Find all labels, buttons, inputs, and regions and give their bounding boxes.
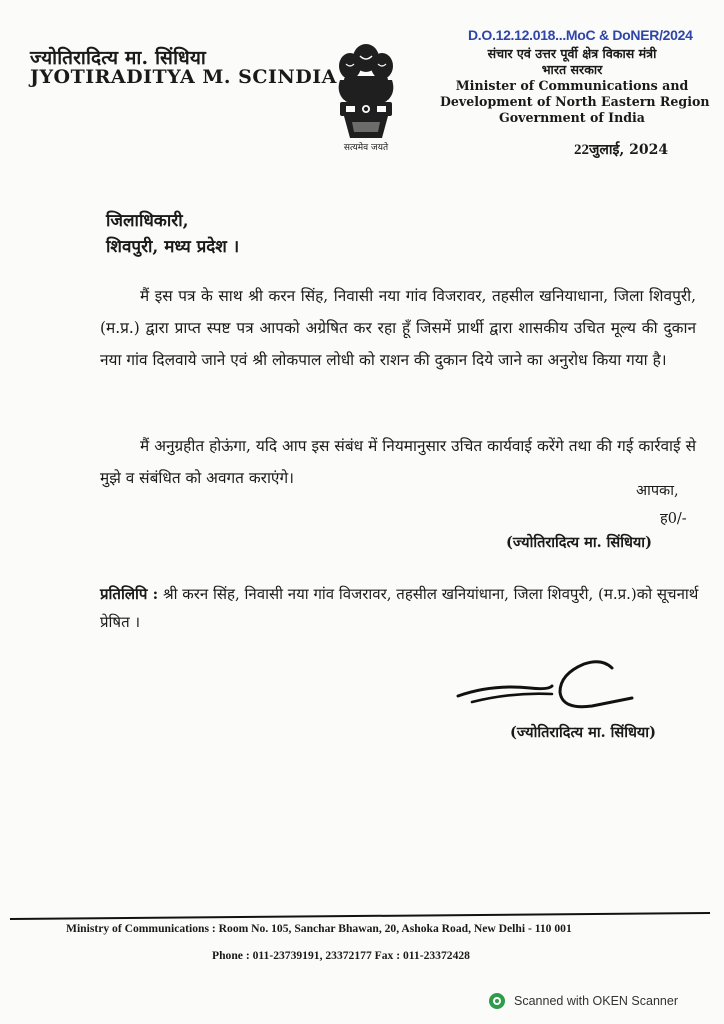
scanner-text: Scanned with OKEN Scanner (514, 994, 678, 1008)
addressee-line2: शिवपुरी, मध्य प्रदेश । (106, 237, 240, 257)
body-paragraph-1 (100, 280, 696, 376)
national-emblem-icon (326, 36, 406, 152)
ministry-english-line3: Government of India (499, 110, 645, 125)
copy-to (100, 580, 700, 636)
signature-icon (452, 656, 652, 716)
signed-mark: ह0/- (660, 511, 687, 527)
ministry-english-line1: Minister of Communications and (455, 78, 689, 93)
name-hindi: ज्योतिरादित्य मा. सिंधिया (30, 47, 207, 69)
reference-number: D.O.12.12.018...MoC & DoNER/2024 (468, 27, 693, 43)
date-month-year: जुलाई, 2024 (589, 142, 669, 158)
footer-phone: Phone : 011-23739191, 23372177 Fax : 011-23372428 (212, 949, 470, 962)
letter-date (574, 140, 668, 159)
footer-divider (10, 910, 710, 922)
copy-text: श्री करन सिंह, निवासी नया गांव विजरावर, तहसील खनियांधाना, जिला शिवपुरी, (म.प्र.)को सूचनार्थ प्रेषित । (100, 585, 699, 631)
ministry-english-line2: Development of North Eastern Region (440, 94, 710, 109)
ministry-hindi-line1: संचार एवं उत्तर पूर्वी क्षेत्र विकास मंत्री (487, 46, 657, 61)
ministry-hindi-line2: भारत सरकार (541, 62, 603, 77)
addressee (106, 208, 239, 260)
paragraph-1-text: मैं इस पत्र के साथ श्री करन सिंह, निवासी नया गांव विजरावर, तहसील खनियाधाना, जिला शिवपुरी, (म.प्र.) द्वारा प्राप्त स्पष्ट पत्र आपको अग्रेषित कर रहा हूँ जिसमें प्रार्थी द्वारा शासकीय उचित मूल्य की दुकान नया गांव दिलवाये जाने एवं श्री लोकपाल लोधी को राशन की दुकान दिये जाने का अनुरोध किया गया है। (100, 287, 696, 369)
signatory-name-2: (ज्योतिरादित्य मा. सिंधिया) (510, 724, 656, 741)
name-english: JYOTIRADITYA M. SCINDIA (30, 66, 337, 88)
footer-address: Ministry of Communications : Room No. 105, Sanchar Bhawan, 20, Ashoka Road, New Delhi - 110 001 (66, 922, 572, 935)
copy-label: प्रतिलिपि : (100, 585, 159, 603)
closing: आपका, (636, 483, 679, 499)
signatory-name-1: (ज्योतिरादित्य मा. सिंधिया) (506, 534, 652, 551)
addressee-line1: जिलाधिकारी, (106, 211, 189, 231)
paragraph-2-text: मैं अनुग्रहीत होऊंगा, यदि आप इस संबंध में नियमानुसार उचित कार्यवाई करेंगे तथा की गई कार्रवाई से मुझे व संबंधित को अवगत कराएंगे। (100, 437, 696, 487)
ministry-designation (440, 46, 710, 126)
scanner-watermark (488, 992, 678, 1010)
emblem-motto: सत्यमेव जयते (343, 143, 389, 153)
date-day: 22 (574, 142, 589, 158)
body-paragraph-2 (100, 430, 696, 494)
oken-scanner-icon (488, 992, 506, 1010)
